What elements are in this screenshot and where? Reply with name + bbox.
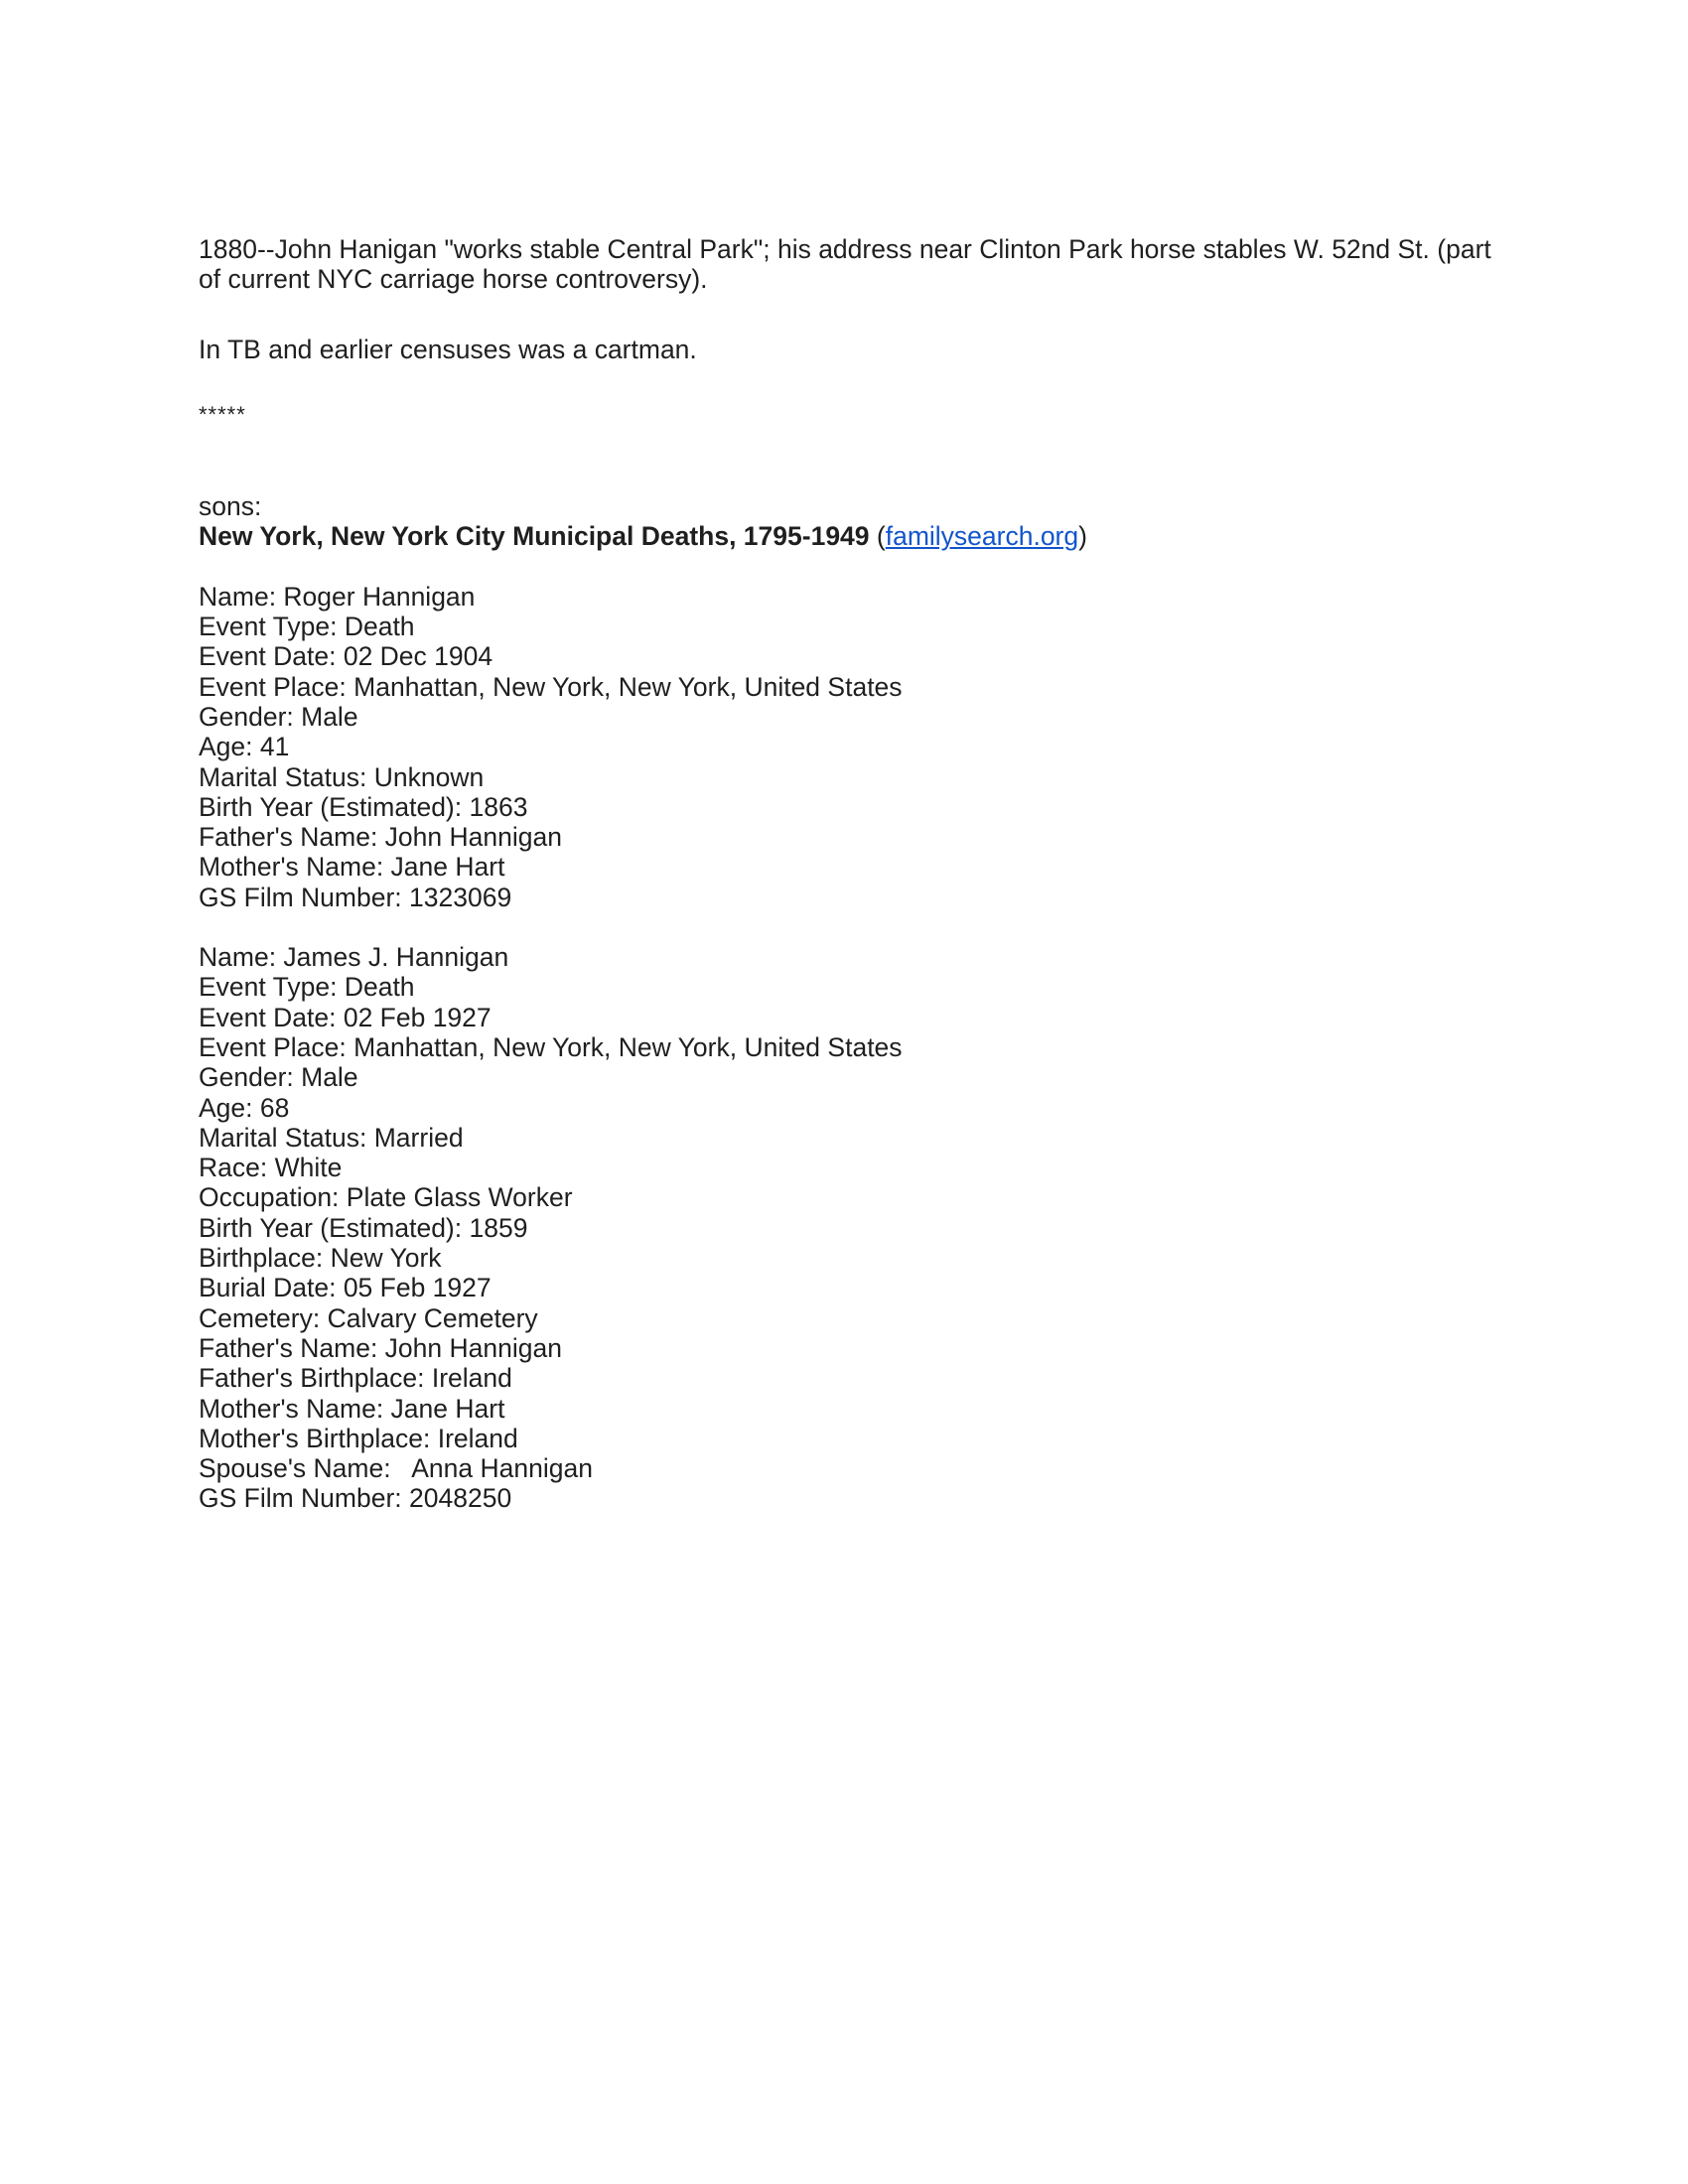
record-field: GS Film Number: 2048250: [199, 1483, 512, 1514]
sons-label: sons:: [199, 491, 262, 522]
record-field: Mother's Name: Jane Hart: [199, 1393, 505, 1424]
record-field: Marital Status: Unknown: [199, 761, 485, 792]
record-field: Birth Year (Estimated): 1863: [199, 791, 528, 822]
intro-line-2: of current NYC carriage horse controversy).: [199, 264, 708, 295]
record-field: Gender: Male: [199, 701, 358, 732]
record-field: Father's Name: John Hannigan: [199, 1332, 562, 1363]
record-field: Occupation: Plate Glass Worker: [199, 1182, 573, 1213]
record-field: Birth Year (Estimated): 1859: [199, 1212, 528, 1243]
record-field: Name: James J. Hannigan: [199, 942, 509, 973]
record-field: Age: 41: [199, 732, 290, 762]
record-field: Birthplace: New York: [199, 1243, 442, 1274]
record-field: Burial Date: 05 Feb 1927: [199, 1273, 492, 1303]
record-field: Event Place: Manhattan, New York, New York, United States: [199, 671, 903, 702]
record-field: Cemetery: Calvary Cemetery: [199, 1302, 538, 1333]
record-field: Mother's Name: Jane Hart: [199, 852, 505, 883]
intro-paragraph: [199, 234, 1509, 295]
record-field: Event Type: Death: [199, 972, 415, 1003]
intro-line-1: 1880--John Hanigan "works stable Central Park"; his address near Clinton Park horse stables W. 52nd St. (part: [199, 234, 1491, 264]
record-field: Age: 68: [199, 1092, 290, 1123]
record-field: Event Date: 02 Feb 1927: [199, 1002, 492, 1032]
record-field: Gender: Male: [199, 1062, 358, 1093]
record-field: Event Place: Manhattan, New York, New York, United States: [199, 1031, 903, 1062]
document-page: [199, 234, 1509, 1514]
record-field: Father's Name: John Hannigan: [199, 822, 562, 853]
death-record-roger: [199, 582, 1509, 912]
record-field: Event Date: 02 Dec 1904: [199, 641, 493, 672]
record-field: Race: White: [199, 1153, 343, 1183]
familysearch-link[interactable]: familysearch.org: [885, 521, 1079, 552]
source-title: New York, New York City Municipal Deaths, 1795-1949: [199, 521, 870, 552]
record-field: Father's Birthplace: Ireland: [199, 1363, 512, 1394]
record-field: Marital Status: Married: [199, 1122, 464, 1153]
record-field: Name: Roger Hannigan: [199, 581, 476, 612]
separator-stars: *****: [199, 401, 246, 427]
record-field: Mother's Birthplace: Ireland: [199, 1423, 518, 1453]
death-record-james: [199, 942, 1509, 1514]
source-paren-open: (: [869, 521, 886, 552]
source-paren-close: ): [1078, 521, 1087, 552]
record-field: Spouse's Name: Anna Hannigan: [199, 1453, 593, 1484]
record-field: GS Film Number: 1323069: [199, 882, 512, 912]
source-heading: [199, 521, 1509, 551]
record-field: Event Type: Death: [199, 612, 415, 642]
cartman-paragraph: In TB and earlier censuses was a cartman.: [199, 334, 697, 364]
